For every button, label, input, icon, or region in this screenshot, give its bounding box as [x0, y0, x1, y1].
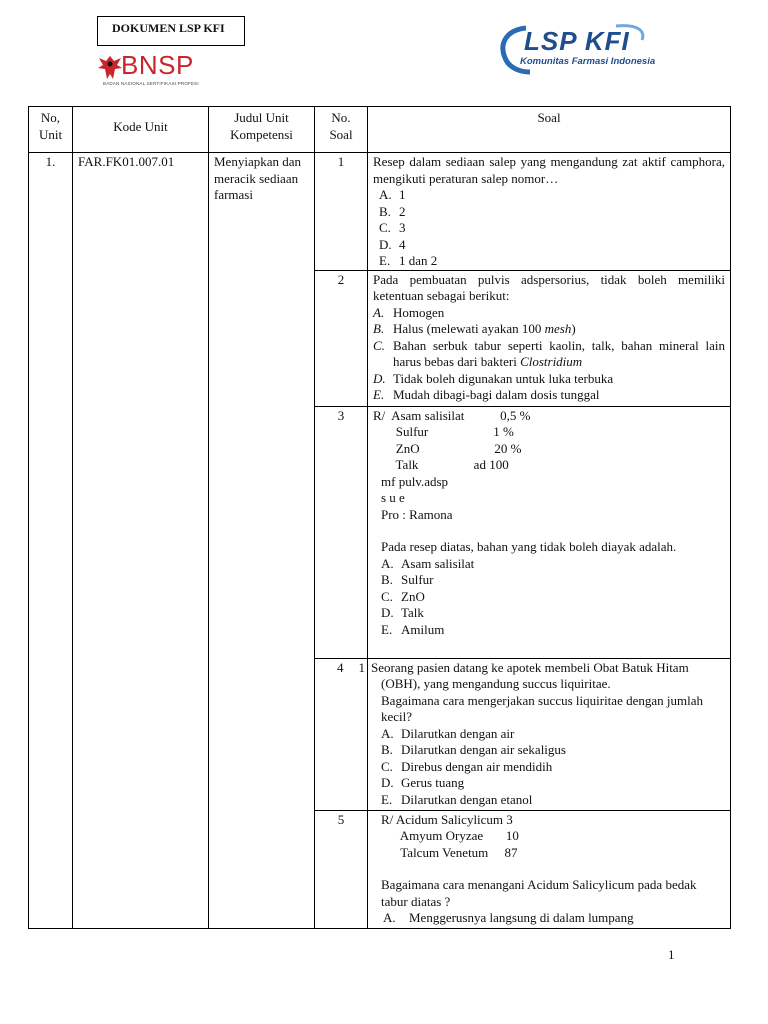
option-item: B. 2 [379, 203, 406, 219]
recipe-block [373, 812, 725, 862]
option-item: C. Direbus dengan air mendidih [381, 758, 553, 774]
option-list [373, 305, 725, 404]
question-number: 5 [315, 810, 368, 928]
header-no-soal: No. Soal [315, 107, 368, 153]
option-item: A. Asam salisilat [381, 555, 475, 571]
question-number-cell [315, 658, 368, 810]
recipe-footer-line: Pro : Ramona [381, 506, 453, 522]
option-item: D. Tidak boleh digunakan untuk luka terbuka [373, 370, 614, 386]
lsp-brand: LSP KFI [524, 26, 630, 56]
unit-title: Menyiapkan dan meracik sediaan farmasi [209, 153, 315, 929]
question-cell [368, 658, 731, 810]
option-item: D. 4 [379, 236, 406, 252]
option-item: A. Dilarutkan dengan air [381, 725, 515, 741]
lsp-kfi-logo [496, 22, 696, 80]
recipe-line: Talk ad 100 [373, 457, 509, 472]
question-number-extra: 1 [358, 659, 365, 675]
option-list [371, 726, 725, 809]
recipe-block [373, 408, 725, 524]
option-item: A. Menggerusnya langsung di dalam lumpang [383, 910, 634, 925]
question-stem: Pada pembuatan pulvis adspersorius, tidak boleh memiliki ketentuan sebagai berikut: [373, 271, 725, 303]
question-cell [368, 810, 731, 928]
option-item: A. Homogen [373, 304, 445, 320]
recipe-line: Amyum Oryzae 10 [381, 828, 519, 843]
question-number: 3 [315, 406, 368, 658]
header-soal: Soal [368, 107, 731, 153]
recipe-footer-line: s u e [381, 490, 405, 505]
option-item: E. 1 dan 2 [379, 253, 438, 268]
recipe-line: R/ Acidum Salicylicum 3 [381, 811, 513, 827]
question-cell [368, 406, 731, 658]
option-item: D. Gerus tuang [381, 775, 465, 790]
option-item: B. Halus (melewati ayakan 100 mesh) [373, 321, 576, 336]
header-judul-unit: Judul Unit Kompetensi [209, 107, 315, 153]
option-list [373, 187, 725, 270]
bnsp-brand: BNSP [121, 50, 194, 80]
recipe-footer-line: mf pulv.adsp [381, 473, 449, 489]
table-row [29, 153, 731, 271]
option-item: C. 3 [379, 220, 406, 235]
option-list [373, 910, 725, 927]
header-no-unit: No, Unit [29, 107, 73, 153]
bnsp-subtitle: BADAN NASIONAL SERTIFIKASI PROFESI [103, 81, 199, 86]
question-stem: Bagaimana cara menangani Acidum Salicylicum pada bedak tabur diatas ? [381, 877, 697, 909]
option-item: C. Bahan serbuk tabur seperti kaolin, talk, bahan mineral lain harus bebas dari bakteri Clostridium [373, 337, 725, 369]
option-item: D. Talk [381, 605, 424, 620]
document-label-box [97, 16, 245, 46]
table-header-row [29, 107, 731, 153]
bnsp-logo [97, 50, 207, 90]
option-item: E. Amilum [381, 621, 445, 637]
unit-code: FAR.FK01.007.01 [73, 153, 209, 929]
question-stem: Bagaimana cara mengerjakan succus liquiritae dengan jumlah kecil? [381, 692, 703, 724]
question-table [28, 106, 731, 929]
option-item: C. ZnO [381, 588, 425, 604]
unit-number: 1. [29, 153, 73, 929]
option-item: A. 1 [379, 187, 406, 202]
question-intro: Seorang pasien datang ke apotek membeli Obat Batuk Hitam (OBH), yang mengandung succus liquiritae. [371, 659, 689, 691]
header-kode-unit: Kode Unit [73, 107, 209, 153]
question-stem: Resep dalam sediaan salep yang mengandung zat aktif camphora, mengikuti peraturan salep nomor… [373, 154, 725, 186]
recipe-line: R/ Asam salisilat 0,5 % [373, 407, 531, 423]
page-number: 1 [668, 947, 675, 962]
question-cell [368, 270, 731, 406]
option-list [373, 556, 725, 639]
recipe-line: ZnO 20 % [373, 440, 522, 456]
option-item: B. Sulfur [381, 572, 434, 587]
question-number: 1 [315, 153, 368, 271]
recipe-line: Talcum Venetum 87 [381, 844, 518, 860]
garuda-icon [97, 52, 123, 82]
option-item: E. Dilarutkan dengan etanol [381, 791, 533, 807]
document-label: DOKUMEN LSP KFI [112, 21, 225, 35]
question-number: 2 [315, 270, 368, 406]
recipe-line: Sulfur 1 % [373, 424, 514, 439]
option-item: B. Dilarutkan dengan air sekaligus [381, 742, 566, 757]
question-stem: Pada resep diatas, bahan yang tidak boleh diayak adalah. [381, 539, 677, 554]
question-number: 4 [337, 659, 344, 675]
option-item: E. Mudah dibagi-bagi dalam dosis tunggal [373, 387, 600, 402]
question-cell [368, 153, 731, 271]
lsp-subtitle: Komunitas Farmasi Indonesia [520, 56, 656, 67]
